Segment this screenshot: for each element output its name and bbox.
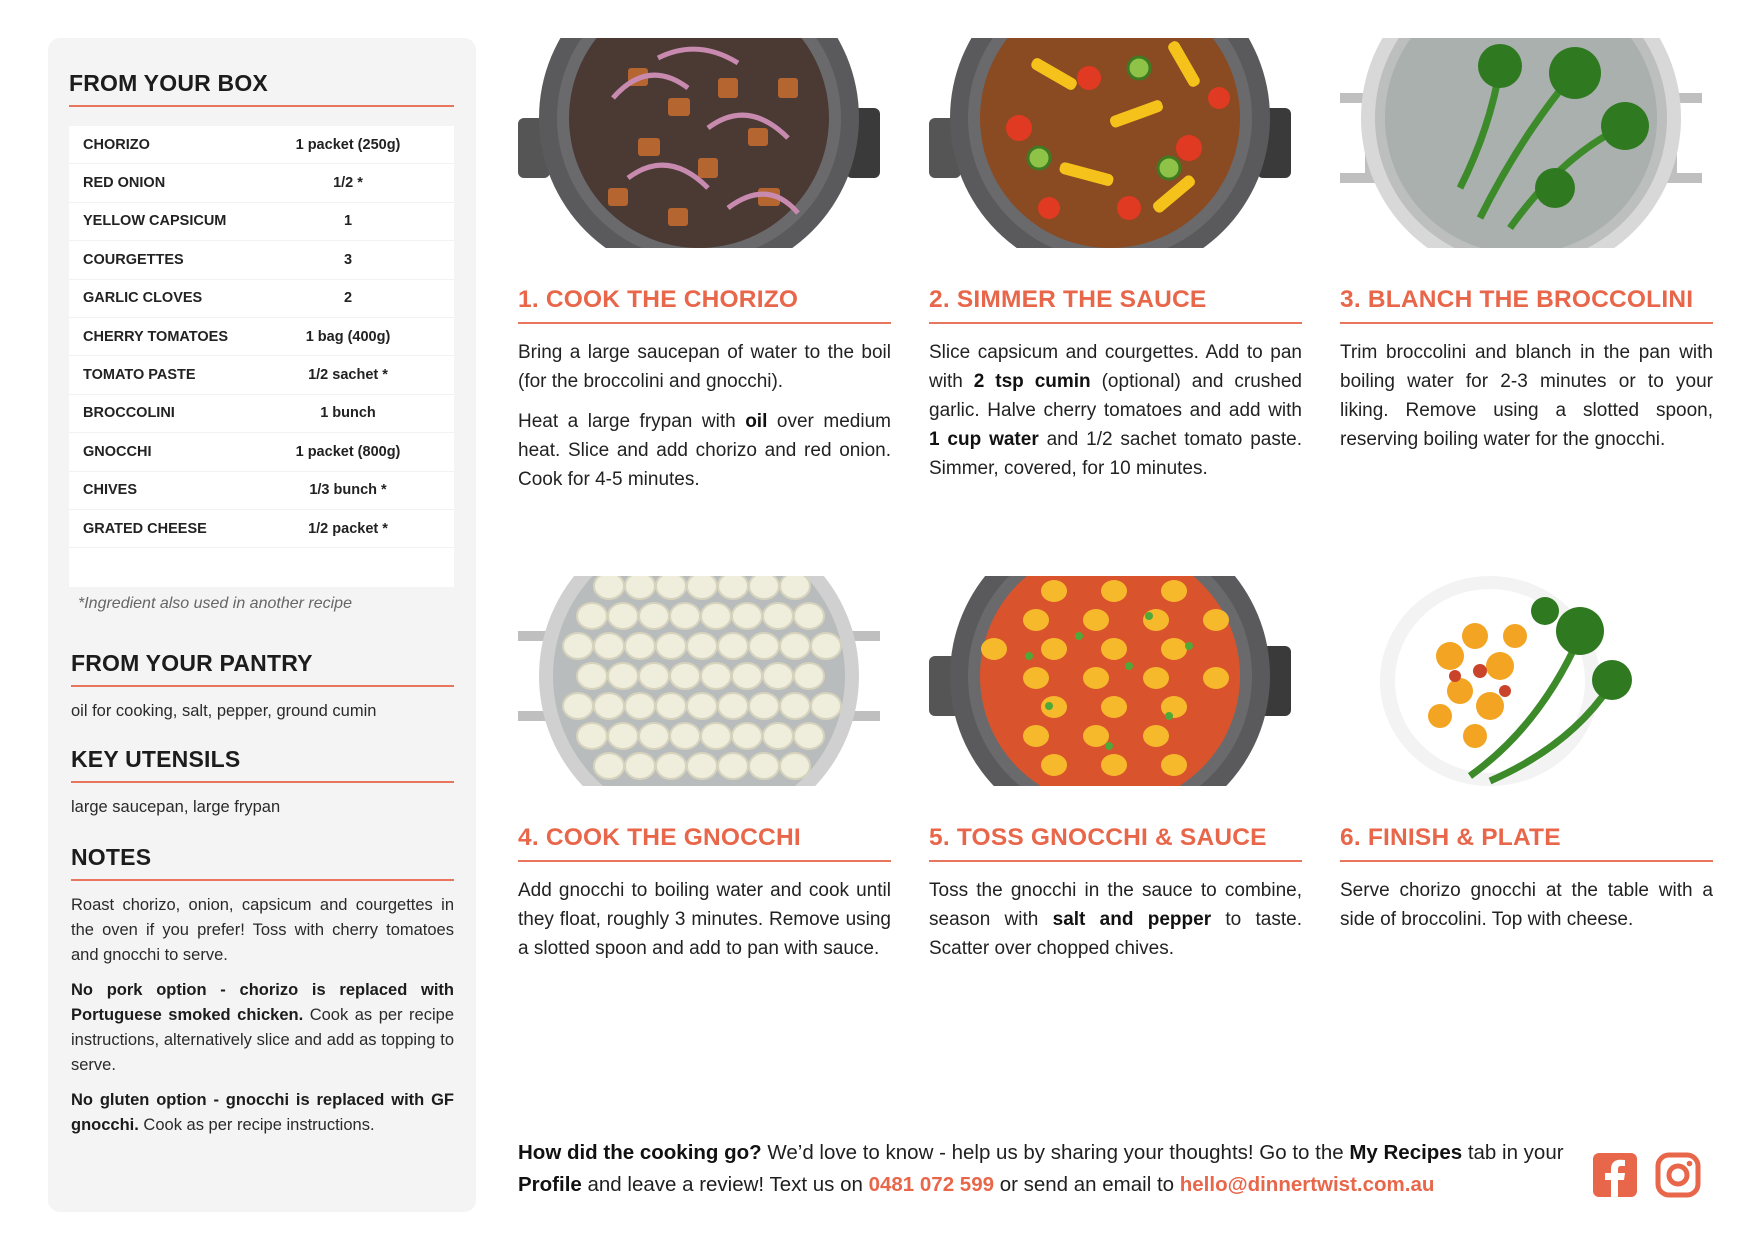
step-5 bbox=[929, 576, 1302, 963]
step-4-body: Add gnocchi to boiling water and cook until they float, roughly 3 minutes. Remove using a slotted spoon and add to pan with sauce. bbox=[518, 880, 891, 959]
instagram-icon[interactable] bbox=[1654, 1151, 1702, 1199]
step-6-title: 6. FINISH & PLATE bbox=[1340, 824, 1713, 862]
ingredient-row bbox=[69, 164, 454, 202]
ingredient-name: TOMATO PASTE bbox=[83, 367, 196, 384]
step-4-photo bbox=[518, 576, 880, 786]
pantry-section bbox=[71, 650, 454, 724]
note-no-pork: No pork option - chorizo is replaced with Portuguese smoked chicken. Cook as per recipe instructions, alternatively slice and add as topping to serve. bbox=[71, 981, 455, 1074]
ingredient-qty: 1 packet (250g) bbox=[295, 136, 401, 153]
notes-section bbox=[71, 844, 454, 1138]
ingredient-name: GRATED CHEESE bbox=[83, 520, 207, 537]
ingredient-row bbox=[69, 356, 454, 394]
ingredient-qty: 1 packet (800g) bbox=[295, 443, 401, 460]
pantry-text: oil for cooking, salt, pepper, ground cumin bbox=[71, 702, 377, 720]
from-your-box-heading: FROM YOUR BOX bbox=[69, 70, 454, 107]
ingredient-qty: 3 bbox=[343, 251, 353, 268]
ingredient-qty: 1/2 packet * bbox=[308, 520, 388, 537]
ingredient-name: CHORIZO bbox=[83, 136, 150, 153]
toss-gnocchi-pan-image bbox=[929, 576, 1291, 786]
notes-heading: NOTES bbox=[71, 844, 454, 881]
step-2 bbox=[929, 38, 1302, 483]
step-6-body: Serve chorizo gnocchi at the table with a side of broccolini. Top with cheese. bbox=[1340, 880, 1713, 930]
ingredient-qty: 2 bbox=[343, 290, 353, 307]
step-3-title: 3. BLANCH THE BROCCOLINI bbox=[1340, 286, 1713, 324]
phone-link[interactable]: 0481 072 599 bbox=[868, 1172, 994, 1196]
step-3-body: Trim broccolini and blanch in the pan with boiling water for 2-3 minutes or to your liking. Remove using a slotted spoon, reserving boiling water for the gnocchi. bbox=[1340, 342, 1713, 450]
ingredient-qty: 1/2 * bbox=[333, 175, 363, 192]
step-5-body: Toss the gnocchi in the sauce to combine, season with salt and pepper to taste. Scatter over chopped chives. bbox=[929, 880, 1302, 959]
step-1-photo bbox=[518, 38, 880, 248]
utensils-heading: KEY UTENSILS bbox=[71, 746, 454, 783]
ingredient-qty: 1 bbox=[343, 213, 353, 230]
ingredient-qty: 1/2 sachet * bbox=[308, 367, 388, 384]
ingredient-name: GNOCCHI bbox=[83, 443, 152, 460]
sauce-pan-image bbox=[929, 38, 1291, 248]
facebook-icon[interactable] bbox=[1591, 1151, 1639, 1199]
ingredient-name: RED ONION bbox=[83, 175, 166, 192]
ingredient-row bbox=[69, 241, 454, 279]
pantry-heading: FROM YOUR PANTRY bbox=[71, 650, 454, 687]
ingredient-qty: 1/3 bunch * bbox=[309, 482, 387, 499]
ingredient-row bbox=[69, 126, 454, 164]
ingredient-name: COURGETTES bbox=[83, 251, 184, 268]
ingredients-panel bbox=[48, 38, 476, 1212]
step-6-photo bbox=[1340, 576, 1702, 786]
ingredient-row bbox=[69, 395, 454, 433]
utensils-section bbox=[71, 746, 454, 820]
ingredient-name: CHERRY TOMATOES bbox=[83, 328, 229, 345]
feedback-footer: How did the cooking go? We’d love to know - help us by sharing your thoughts! Go to the My Recipes tab in your Profile and leave a review! Text us on 0481 072 599 or send an email to hello@dinnertwist.com.au bbox=[518, 1141, 1564, 1196]
ingredient-row bbox=[69, 203, 454, 241]
step-1-title: 1. COOK THE CHORIZO bbox=[518, 286, 891, 324]
step-3-photo bbox=[1340, 38, 1702, 248]
step-1 bbox=[518, 38, 891, 494]
step-6 bbox=[1340, 576, 1713, 934]
chorizo-pan-image bbox=[518, 38, 880, 248]
ingredient-row bbox=[69, 318, 454, 356]
plated-dish-image bbox=[1340, 576, 1702, 786]
step-4-title: 4. COOK THE GNOCCHI bbox=[518, 824, 891, 862]
note-roast: Roast chorizo, onion, capsicum and courgettes in the oven if you prefer! Toss with cherry tomatoes and gnocchi to serve. bbox=[71, 896, 454, 964]
ingredient-name: GARLIC CLOVES bbox=[83, 290, 203, 307]
step-3 bbox=[1340, 38, 1713, 454]
step-2-photo bbox=[929, 38, 1291, 248]
step-5-title: 5. TOSS GNOCCHI & SAUCE bbox=[929, 824, 1302, 862]
utensils-text: large saucepan, large frypan bbox=[71, 798, 281, 816]
step-1-body: Bring a large saucepan of water to the boil (for the broccolini and gnocchi). Heat a large frypan with oil over medium heat. Slice and add chorizo and red onion. Cook for 4-5 minutes. bbox=[518, 342, 891, 490]
ingredient-qty: 1 bag (400g) bbox=[305, 328, 391, 345]
step-5-photo bbox=[929, 576, 1291, 786]
note-no-gluten: No gluten option - gnocchi is replaced with GF gnocchi. Cook as per recipe instructions. bbox=[71, 1091, 454, 1134]
ingredient-row bbox=[69, 472, 454, 510]
step-2-title: 2. SIMMER THE SAUCE bbox=[929, 286, 1302, 324]
ingredients-table bbox=[69, 126, 454, 587]
ingredient-qty: 1 bunch bbox=[320, 405, 376, 422]
broccolini-pot-image bbox=[1340, 38, 1702, 248]
step-2-body: Slice capsicum and courgettes. Add to pan with 2 tsp cumin (optional) and crushed garlic. Halve cherry tomatoes and add with 1 cup water and 1/2 sachet tomato paste. Simmer, covered, for 10 minutes. bbox=[929, 342, 1302, 479]
footnote: *Ingredient also used in another recipe bbox=[78, 595, 352, 612]
email-link[interactable]: hello@dinnertwist.com.au bbox=[1179, 1172, 1435, 1196]
ingredient-row bbox=[69, 510, 454, 548]
ingredient-name: YELLOW CAPSICUM bbox=[83, 213, 227, 230]
ingredient-name: CHIVES bbox=[83, 482, 137, 499]
ingredient-name: BROCCOLINI bbox=[83, 405, 175, 422]
ingredient-row bbox=[69, 280, 454, 318]
gnocchi-pot-image bbox=[518, 576, 880, 786]
ingredient-row bbox=[69, 433, 454, 471]
step-4 bbox=[518, 576, 891, 963]
